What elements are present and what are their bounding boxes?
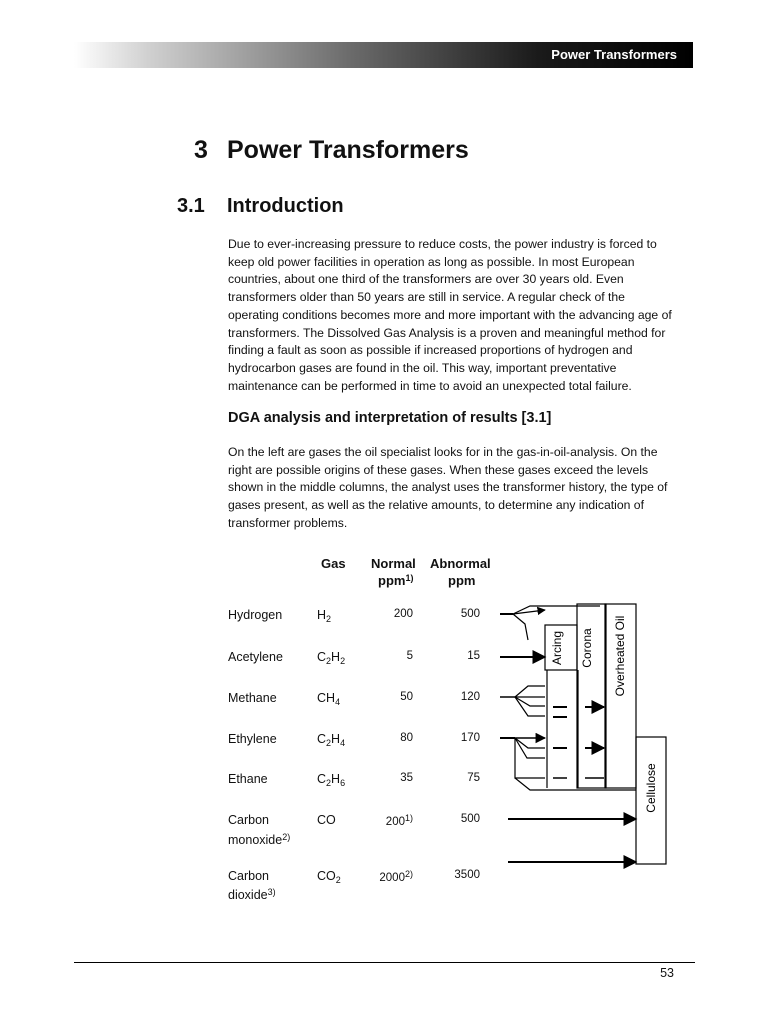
gas-formula-carbon-monoxide: CO [317, 813, 336, 827]
cellulose-label: Cellulose [644, 763, 658, 813]
gas-name-carbon-dioxide: Carbon [228, 869, 269, 883]
formula-sub: 2 [326, 778, 332, 788]
methane-branch-1 [515, 686, 545, 697]
formula-part: H [317, 608, 327, 622]
formula-sub: 2 [326, 738, 332, 748]
footnote-mark: 1) [404, 813, 413, 823]
gas-origin-diagram [495, 598, 670, 873]
gas-formula-acetylene [317, 650, 345, 666]
normal-value-carbon-monoxide [373, 813, 413, 828]
abnormal-value-ethylene: 170 [460, 732, 480, 744]
name-part: dioxide [228, 888, 268, 902]
formula-part: H [331, 650, 341, 664]
gas-name-ethylene: Ethylene [228, 732, 277, 746]
col-header-normal-unit [378, 573, 413, 588]
name-part: monoxide [228, 833, 283, 847]
formula-sub: 4 [340, 738, 346, 748]
formula-part: CO [317, 869, 336, 883]
footnote-mark: 2) [404, 869, 413, 879]
abnormal-value-methane: 120 [460, 691, 480, 703]
value-part: 2000 [379, 872, 405, 884]
value-part: 200 [385, 816, 405, 828]
abnormal-value-carbon-monoxide: 500 [460, 813, 480, 825]
gas-name-carbon-monoxide: Carbon [228, 813, 269, 827]
gas-formula-carbon-dioxide [317, 869, 341, 885]
gas-name-acetylene: Acetylene [228, 650, 283, 664]
formula-sub: 2 [340, 656, 346, 666]
normal-value-methane: 50 [400, 691, 413, 703]
col-header-abnormal-unit: ppm [448, 573, 476, 588]
formula-part: CH [317, 691, 336, 705]
normal-value-hydrogen: 200 [393, 608, 413, 620]
intro-paragraph: Due to ever-increasing pressure to reduce costs, the power industry is forced to keep old power facilities in operation as long as possible. In most European countries, about one third of the transformers are over 30 years old. Even transformers older than 50 years are still in service. A regular check of the operating conditions becomes more and more important with the advancing age of transformers. The Dissolved Gas Analysis is a proven and meaningful method for finding a fault as soon as possible if increased proportions of hydrogen and hydrocarbon gases are found in the oil. This way, important preventative maintenance can be performed in time to avoid an unexpected total failure. [228, 237, 672, 393]
abnormal-value-hydrogen: 500 [460, 608, 480, 620]
gas-name-carbon-monoxide-line2 [228, 832, 290, 847]
col-header-normal: Normal [371, 556, 416, 571]
methane-dashes [553, 707, 567, 717]
gas-name-methane: Methane [228, 691, 277, 705]
header-bar [74, 42, 693, 68]
hydrogen-branch-line [513, 614, 528, 640]
formula-part: H [331, 732, 341, 746]
normal-value-acetylene: 5 [406, 650, 413, 662]
gas-formula-methane [317, 691, 340, 707]
header-title: Power Transformers [551, 47, 677, 62]
footer-rule [74, 962, 695, 963]
formula-sub: 2 [326, 614, 332, 624]
page-number: 53 [660, 966, 674, 980]
normal-unit-note: 1) [405, 573, 414, 583]
corona-label: Corona [580, 628, 594, 668]
gas-name-hydrogen: Hydrogen [228, 608, 283, 622]
normal-value-ethylene: 80 [400, 732, 413, 744]
gas-formula-ethane [317, 772, 345, 788]
formula-sub: 2 [326, 656, 332, 666]
formula-sub: 6 [340, 778, 346, 788]
formula-part: C [317, 772, 327, 786]
overheated-oil-label: Overheated Oil [613, 615, 627, 697]
arcing-label: Arcing [550, 630, 564, 666]
abnormal-value-carbon-dioxide: 3500 [454, 869, 480, 881]
dga-subheading: DGA analysis and interpretation of results [3.1] [228, 410, 552, 426]
formula-part: H [331, 772, 341, 786]
methane-branch-3 [515, 697, 545, 706]
normal-value-carbon-dioxide [373, 869, 413, 884]
chapter-number: 3 [194, 136, 208, 164]
section-title-text: Introduction [227, 195, 344, 217]
abnormal-value-acetylene: 15 [467, 650, 480, 662]
dga-paragraph: On the left are gases the oil specialist looks for in the gas-in-oil-analysis. On the right are possible origins of these gases. When these gases exceed the levels shown in the middle columns, the analyst uses the transformer history, the type of gases present, as well as the relative amounts, to determine any indication of transformer problems. [228, 445, 668, 530]
col-header-gas: Gas [321, 556, 346, 571]
footnote-mark: 2) [282, 832, 291, 842]
section-number: 3.1 [177, 195, 205, 217]
section-title [177, 195, 344, 218]
abnormal-value-ethane: 75 [467, 772, 480, 784]
gas-name-ethane: Ethane [228, 772, 268, 786]
gas-formula-ethylene [317, 732, 345, 748]
footnote-mark: 3) [267, 887, 276, 897]
gas-name-carbon-dioxide-line2 [228, 887, 276, 902]
chapter-title-text: Power Transformers [227, 136, 469, 164]
normal-value-ethane: 35 [400, 772, 413, 784]
formula-sub: 2 [335, 875, 341, 885]
col-header-abnormal: Abnormal [430, 556, 491, 571]
formula-sub: 4 [335, 697, 341, 707]
gas-formula-hydrogen [317, 608, 331, 624]
formula-part: C [317, 650, 327, 664]
chapter-title [194, 136, 469, 165]
normal-unit: ppm [378, 573, 406, 588]
formula-part: C [317, 732, 327, 746]
